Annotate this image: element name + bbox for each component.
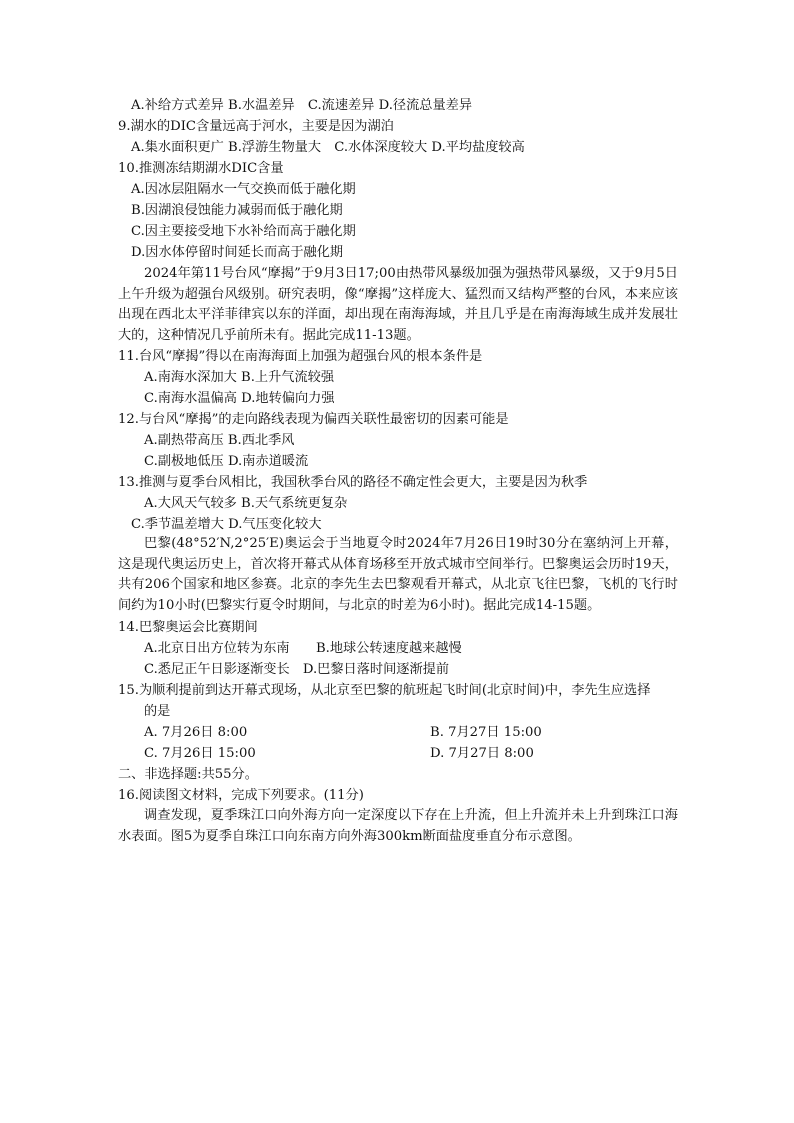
q10-option-d: D.因水体停留时间延长而高于融化期 bbox=[131, 245, 344, 260]
material-paragraph-11-13: 2024年第11号台风“摩揭”于9月3日17;00由热带风暴级加强为强热带风暴级，又于9月5日上午升级为超强台风级别。研究表明，像“摩揭”这样庞大、猛烈而又结构严整的台风，本来应该出现在西北太平洋菲律宾以东的洋面，却出现在南海海域，并且几乎是在南海海域生成并发展壮大的，这种情况几乎前所未有。据此完成11-13题。 bbox=[118, 266, 678, 343]
q13-options-ab: A.大风天气较多 B.天气系统更复杂 bbox=[144, 496, 348, 511]
q11-stem: 11.台风“摩揭”得以在南海海面上加强为超强台风的根本条件是 bbox=[118, 349, 483, 364]
section-2-heading: 二、非选择题:共55分。 bbox=[118, 767, 258, 782]
q8-options: A.补给方式差异 B.水温差异 C.流速差异 D.径流总量差异 bbox=[131, 98, 473, 113]
q11-options-cd: C.南海水温偏高 D.地转偏向力强 bbox=[144, 391, 335, 406]
q15-stem-line2: 的是 bbox=[144, 704, 171, 719]
q9-stem: 9.湖水的DIC含量远高于河水，主要是因为湖泊 bbox=[118, 119, 394, 134]
q15-option-a: A. 7月26日 8:00 bbox=[144, 725, 248, 740]
q14-options-ab: A.北京日出方位转为东南 B.地球公转速度越来越慢 bbox=[144, 641, 462, 656]
material-paragraph-14-15: 巴黎(48°52′N,2°25′E)奥运会于当地夏令时2024年7月26日19时30分在塞纳河上开幕，这是现代奥运历史上，首次将开幕式从体育场移至开放式城市空间举行。巴黎奥运会历时19天，共有206个国家和地区参赛。北京的李先生去巴黎观看开幕式，从北京飞往巴黎，飞机的飞行时间约为10小时(巴黎实行夏令时期间，与北京的时差为6小时)。据此完成14-15题。 bbox=[118, 536, 678, 613]
q16-material-paragraph: 调查发现，夏季珠江口向外海方向一定深度以下存在上升流，但上升流并未上升到珠江口海水表面。图5为夏季自珠江口向东南方向外海300km断面盐度垂直分布示意图。 bbox=[118, 808, 678, 844]
q12-options-cd: C.副极地低压 D.南赤道暖流 bbox=[144, 454, 309, 469]
q10-option-b: B.因湖浪侵蚀能力减弱而低于融化期 bbox=[131, 203, 343, 218]
q12-stem: 12.与台风“摩揭”的走向路线表现为偏西关联性最密切的因素可能是 bbox=[118, 412, 509, 427]
q10-stem: 10.推测冻结期湖水DIC含量 bbox=[118, 161, 284, 176]
q10-option-a: A.因冰层阻隔水一气交换而低于融化期 bbox=[131, 182, 356, 197]
q13-stem: 13.推测与夏季台风相比，我国秋季台风的路径不确定性会更大，主要是因为秋季 bbox=[118, 475, 588, 490]
q15-option-d: D. 7月27日 8:00 bbox=[430, 746, 534, 761]
q14-stem: 14.巴黎奥运会比赛期间 bbox=[118, 620, 258, 635]
q10-option-c: C.因主要接受地下水补给而高于融化期 bbox=[131, 224, 356, 239]
q12-options-ab: A.副热带高压 B.西北季风 bbox=[144, 433, 295, 448]
q15-option-b: B. 7月27日 15:00 bbox=[430, 725, 542, 740]
q16-stem: 16.阅读图文材料，完成下列要求。(11分) bbox=[118, 788, 364, 803]
q11-options-ab: A.南海水深加大 B.上升气流较强 bbox=[144, 370, 335, 385]
q15-stem-line1: 15.为顺利提前到达开幕式现场，从北京至巴黎的航班起飞时间(北京时间)中，李先生应选择 bbox=[118, 683, 651, 698]
q13-options-cd: C.季节温差增大 D.气压变化较大 bbox=[131, 517, 322, 532]
q15-option-c: C. 7月26日 15:00 bbox=[144, 746, 256, 761]
q14-options-cd: C.悉尼正午日影逐渐变长 D.巴黎日落时间逐渐提前 bbox=[144, 662, 450, 677]
q9-options: A.集水面积更广 B.浮游生物量大 C.水体深度较大 D.平均盐度较高 bbox=[131, 140, 525, 155]
